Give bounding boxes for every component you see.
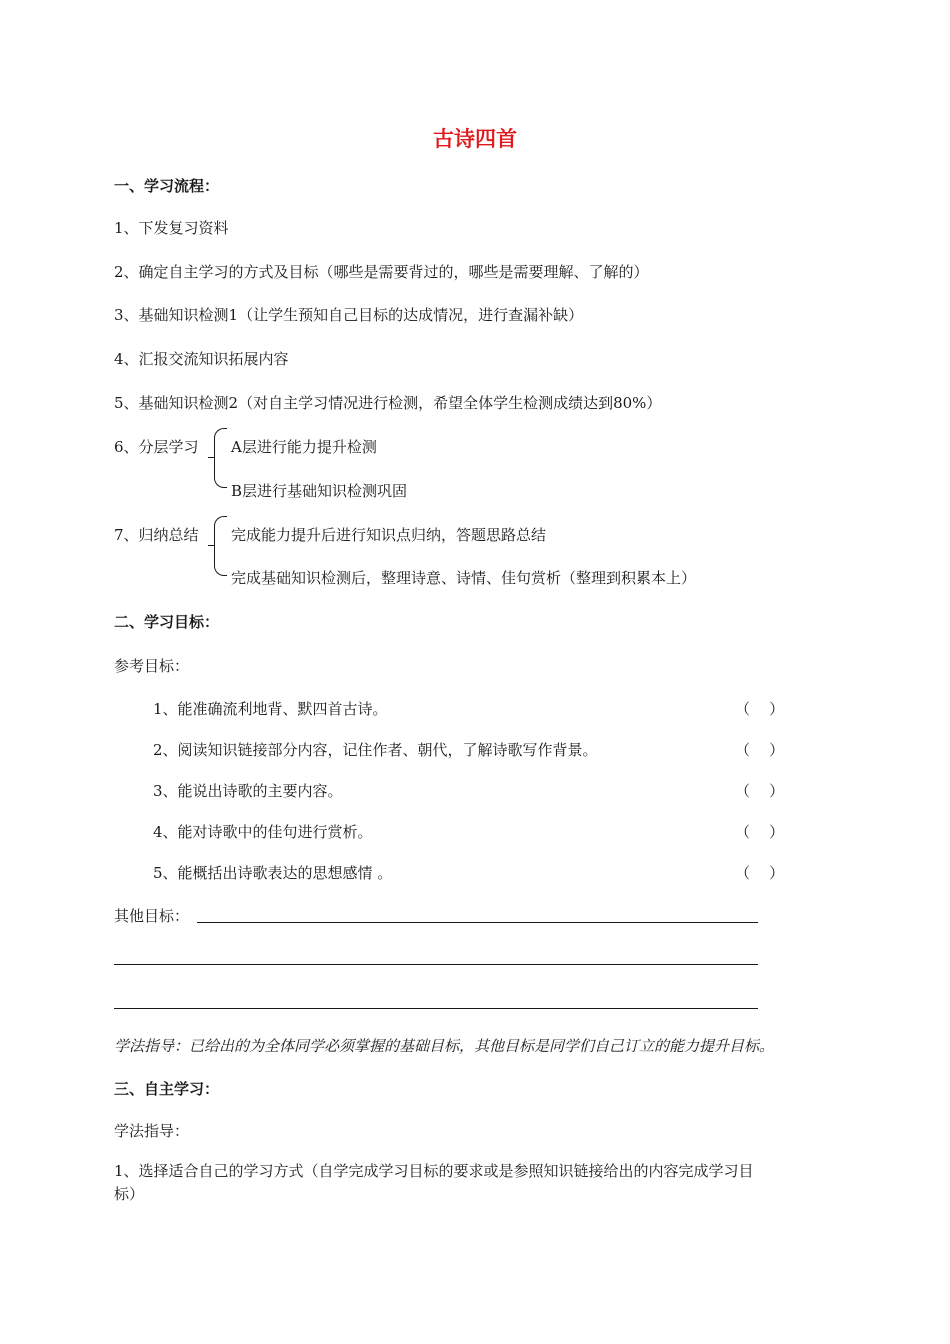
goal-checkbox-2[interactable]: （ ） [735, 741, 785, 759]
process-step-2: 2、确定自主学习的方式及目标（哪些是需要背过的，哪些是需要理解、了解的） [114, 263, 649, 281]
other-goals-line-3[interactable] [114, 1008, 758, 1009]
process-step-1: 1、下发复习资料 [114, 219, 229, 237]
process-step-7-label: 7、归纳总结 [114, 526, 199, 544]
section-heading-process: 一、学习流程： [114, 177, 220, 195]
section-heading-self-study: 三、自主学习： [114, 1080, 220, 1098]
step-7-option-b: 完成基础知识检测后，整理诗意、诗情、佳句赏析（整理到积累本上） [231, 569, 697, 587]
step-6-option-b: B层进行基础知识检测巩固 [231, 482, 408, 500]
goal-item-1: 1、能准确流利地背、默四首古诗。 [153, 700, 388, 718]
self-study-item-1-line-2: 标） [114, 1185, 145, 1203]
goal-checkbox-3[interactable]: （ ） [735, 782, 785, 800]
brace-tip-step-7 [208, 545, 214, 546]
self-study-item-1-line-1: 1、选择适合自己的学习方式（自学完成学习目标的要求或是参照知识链接给出的内容完成学习目 [114, 1162, 754, 1180]
process-step-6-label: 6、分层学习 [114, 438, 199, 456]
other-goals-line-2[interactable] [114, 964, 758, 965]
process-step-4: 4、汇报交流知识拓展内容 [114, 350, 289, 368]
process-step-3: 3、基础知识检测1（让学生预知自己目标的达成情况，进行查漏补缺） [114, 306, 584, 324]
other-goals-line-1[interactable] [197, 922, 758, 923]
brace-step-7 [214, 516, 227, 576]
goal-item-5: 5、能概括出诗歌表达的思想感情 。 [153, 864, 393, 882]
step-7-option-a: 完成能力提升后进行知识点归纳，答题思路总结 [231, 526, 547, 544]
reference-goals-label: 参考目标： [114, 657, 190, 675]
brace-tip-step-6 [208, 457, 214, 458]
method-guidance-note: 学法指导：已给出的为全体同学必须掌握的基础目标，其他目标是同学们自己订立的能力提升目标。 [114, 1037, 775, 1055]
section-heading-goals: 二、学习目标： [114, 613, 220, 631]
goal-checkbox-4[interactable]: （ ） [735, 823, 785, 841]
process-step-5: 5、基础知识检测2（对自主学习情况进行检测，希望全体学生检测成绩达到80%） [114, 394, 662, 412]
page-title: 古诗四首 [433, 127, 517, 151]
goal-item-2: 2、阅读知识链接部分内容，记住作者、朝代，了解诗歌写作背景。 [153, 741, 598, 759]
step-6-option-a: A层进行能力提升检测 [231, 438, 377, 456]
method-guidance-label: 学法指导： [114, 1122, 190, 1140]
other-goals-label: 其他目标： [114, 907, 190, 925]
goal-item-3: 3、能说出诗歌的主要内容。 [153, 782, 343, 800]
brace-step-6 [214, 428, 227, 488]
goal-checkbox-5[interactable]: （ ） [735, 864, 785, 882]
goal-checkbox-1[interactable]: （ ） [735, 700, 785, 718]
goal-item-4: 4、能对诗歌中的佳句进行赏析。 [153, 823, 373, 841]
